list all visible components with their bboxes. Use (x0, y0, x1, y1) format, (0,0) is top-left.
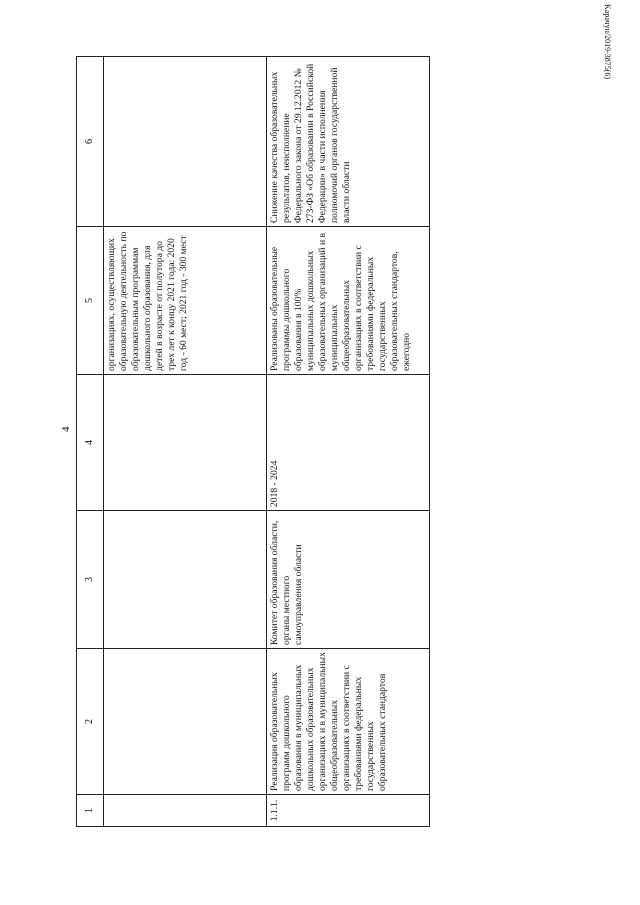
table-row (267, 57, 430, 827)
cell-result: Реализованы образовательные программы дошкольного образования в 100% муниципальных дошкольных образовательных организаций и в муниципальных общеобразовательных организациях в соответствии с требованиями федеральных государственных образовательных стандартов, ежегодно (267, 227, 430, 375)
cell-number: 1.1.1. (267, 795, 430, 827)
rotated-table-container (76, 57, 412, 827)
cell-consequence: Снижение качества образовательных результатов, неисполнение Федерального закона от 29.12.2012 № 273-ФЗ «Об образовании в Российской Федерации» в части исполнения полномочий органов государственной власти области (267, 57, 430, 227)
header-cell-6: 6 (77, 57, 104, 227)
table-row (104, 57, 267, 827)
cell-responsible (104, 511, 267, 649)
page-number: 4 (60, 426, 72, 432)
table-header-row (77, 57, 104, 827)
cell-result: организациях, осуществляющих образовательную деятельность по образовательным программам дошкольного образования, для детей в возрасте от полутора до трех лет к концу 2021 года: 2020 год - 60 мест; 2021 год - 300 мест (104, 227, 267, 375)
cell-responsible: Комитет образования области, органы местного самоуправления области (267, 511, 430, 649)
cell-number (104, 795, 267, 827)
cell-consequence (104, 57, 267, 227)
cell-task: Реализация образовательных программ дошкольного образования в муниципальных дошкольных образовательных организациях и в муниципальных общеобразовательных организациях в соответствии с требованиями федеральных государственных образовательных стандартов (267, 649, 430, 795)
header-cell-1: 1 (77, 795, 104, 827)
header-cell-3: 3 (77, 511, 104, 649)
document-code: Kaрачун/2019-3875(6) (603, 4, 612, 80)
header-cell-4: 4 (77, 375, 104, 511)
cell-task (104, 649, 267, 795)
cell-period (104, 375, 267, 511)
header-cell-2: 2 (77, 649, 104, 795)
plan-table (76, 56, 430, 827)
header-cell-5: 5 (77, 227, 104, 375)
cell-period: 2018 - 2024 (267, 375, 430, 511)
